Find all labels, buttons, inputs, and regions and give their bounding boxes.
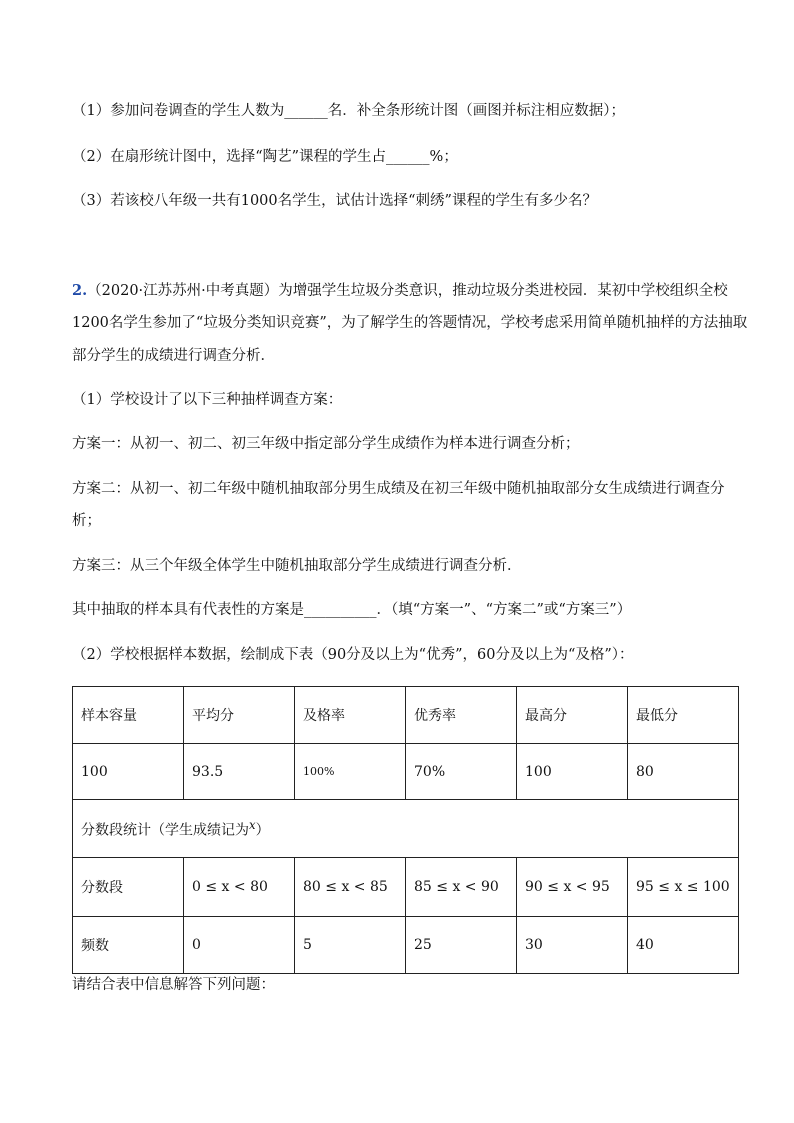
section-title-variable: x (249, 817, 256, 832)
plan-2-line-1: 方案二：从初一、初二年级中随机抽取部分男生成绩及在初三年级中随机抽取部分女生成绩进行调查分 (72, 481, 725, 497)
range-4: 95 ≤ x ≤ 100 (628, 858, 739, 917)
value-pass-rate: 100% (295, 744, 406, 800)
value-min-score: 80 (628, 744, 739, 800)
header-max-score: 最高分 (517, 687, 628, 744)
section-title (73, 800, 739, 858)
plan-3: 方案三：从三个年级全体学生中随机抽取部分学生成绩进行调查分析． (72, 558, 522, 574)
sub-question-2: （2）学校根据样本数据，绘制成下表（90分及以上为“优秀”，60分及以上为“及格”）： (72, 647, 634, 663)
range-2: 85 ≤ x < 90 (406, 858, 517, 917)
range-3: 90 ≤ x < 95 (517, 858, 628, 917)
range-label: 分数段 (73, 858, 184, 917)
frequency-1: 5 (295, 917, 406, 974)
problem-stem-line-2: 1200名学生参加了“垃圾分类知识竞赛”，为了解学生的答题情况，学校考虑采用简单随机抽样的方法抽取 (72, 315, 748, 331)
frequency-4: 40 (628, 917, 739, 974)
section-title-close: ） (255, 822, 270, 839)
representative-plan-question: 其中抽取的样本具有代表性的方案是__________．（填“方案一”、“方案二”或“方案三”） (72, 602, 632, 618)
problem-number: 2. (72, 282, 88, 299)
question-part-2: （2）在扇形统计图中，选择“陶艺”课程的学生占______%； (72, 149, 458, 165)
problem-stem-line-1: 为增强学生垃圾分类意识，推动垃圾分类进校园．某初中学校组织全校 (278, 283, 728, 299)
value-excellent-rate: 70% (406, 744, 517, 800)
table-section-row (73, 800, 739, 858)
after-table-prompt: 请结合表中信息解答下列问题： (72, 977, 275, 993)
header-min-score: 最低分 (628, 687, 739, 744)
plan-1: 方案一：从初一、初二、初三年级中指定部分学生成绩作为样本进行调查分析； (72, 436, 580, 452)
problem-2-first-line (72, 281, 728, 301)
value-max-score: 100 (517, 744, 628, 800)
question-part-1: （1）参加问卷调查的学生人数为______名．补全条形统计图（画图并标注相应数据）； (72, 103, 625, 119)
plan-2-line-2: 析； (72, 513, 101, 529)
frequency-0: 0 (184, 917, 295, 974)
section-title-text: 分数段统计（学生成绩记为 (81, 822, 249, 839)
frequency-label: 频数 (73, 917, 184, 974)
value-average: 93.5 (184, 744, 295, 800)
header-sample-size: 样本容量 (73, 687, 184, 744)
header-excellent-rate: 优秀率 (406, 687, 517, 744)
table-values-row (73, 744, 739, 800)
range-1: 80 ≤ x < 85 (295, 858, 406, 917)
frequency-3: 30 (517, 917, 628, 974)
table-frequency-row (73, 917, 739, 974)
frequency-2: 25 (406, 917, 517, 974)
table-range-row (73, 858, 739, 917)
score-statistics-table (72, 686, 739, 974)
value-sample-size: 100 (73, 744, 184, 800)
header-pass-rate: 及格率 (295, 687, 406, 744)
problem-source: （2020·江苏苏州·中考真题） (87, 283, 279, 299)
range-0: 0 ≤ x < 80 (184, 858, 295, 917)
sub-question-1: （1）学校设计了以下三种抽样调查方案： (72, 392, 343, 408)
header-average: 平均分 (184, 687, 295, 744)
question-part-3: （3）若该校八年级一共有1000名学生，试估计选择“刺绣”课程的学生有多少名？ (72, 193, 597, 209)
table-header-row (73, 687, 739, 744)
problem-stem-line-3: 部分学生的成绩进行调查分析． (72, 348, 275, 364)
